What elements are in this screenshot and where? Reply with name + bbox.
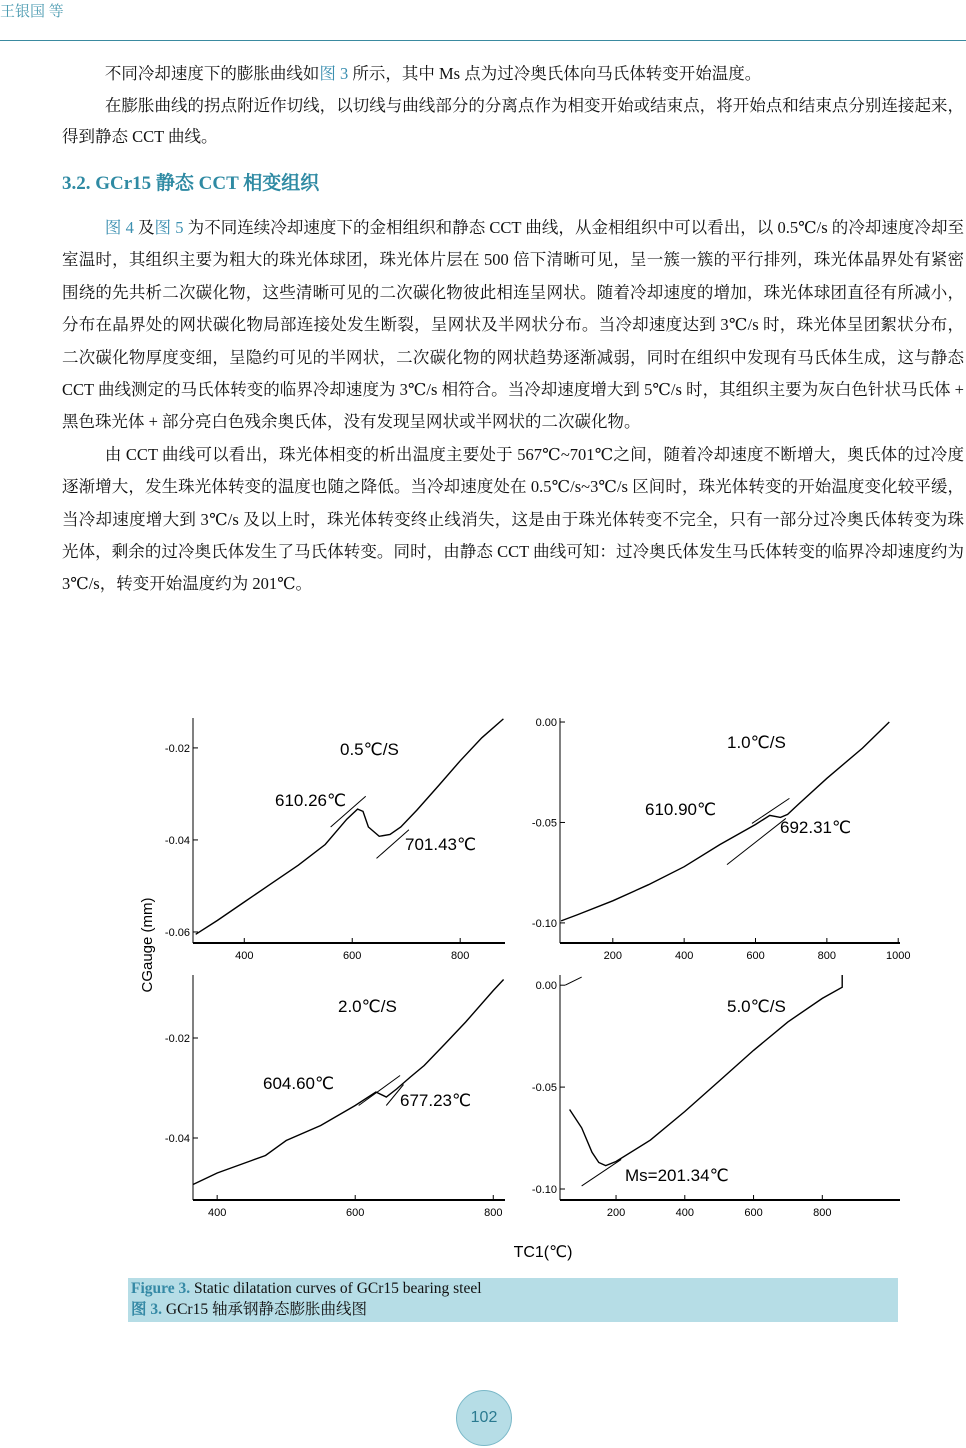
x-tick-label: 200 xyxy=(603,950,622,962)
panel-4 xyxy=(532,975,900,1219)
x-tick-label: 1000 xyxy=(885,950,911,962)
x-tick-label: 400 xyxy=(207,1207,227,1219)
panel-3 xyxy=(165,975,505,1219)
cooling-rate-label: 5.0℃/S xyxy=(727,997,786,1016)
figure-3-link[interactable]: 图 3 xyxy=(319,64,349,83)
running-header: 王银国 等 xyxy=(0,4,64,20)
x-tick-label: 600 xyxy=(746,950,765,962)
x-axis-label: TC1(℃) xyxy=(513,1244,573,1261)
x-tick-label: 600 xyxy=(744,1207,763,1219)
x-tick-label: 200 xyxy=(606,1207,626,1219)
x-tick-label: 600 xyxy=(343,950,362,962)
y-tick-label: -0.06 xyxy=(164,926,190,939)
y-tick-label: -0.05 xyxy=(531,817,557,830)
figure-5-link[interactable]: 图 5 xyxy=(154,218,184,237)
text: 及 xyxy=(133,218,155,237)
y-tick-label: 0.00 xyxy=(535,717,557,730)
caption-label-zh: 图 3. xyxy=(131,1301,163,1318)
page-number: 102 xyxy=(456,1390,512,1446)
y-tick-label: -0.04 xyxy=(164,1133,190,1145)
x-tick-label: 400 xyxy=(675,1207,694,1219)
y-tick-label: -0.04 xyxy=(164,834,190,847)
x-tick-label: 600 xyxy=(346,1207,365,1219)
text: 为不同连续冷却速度下的金相组织和静态 CCT 曲线，从金相组织中可以看出，以 0.5℃/s 的冷却速度冷却至室温时，其组织主要为粗大的珠光体球团，珠光体片层在 500 倍下清晰可见，呈一簇一簇的平行排列，珠光体晶界处有紧密围绕的先共析二次碳化物，这些清晰可见的二次碳化物彼此相连呈网状。随着冷却速度的增加，珠光体球团直径有所减小，分布在晶界处的网状碳化物局部连接处发生断裂，呈网状及半网状分布。当冷却速度达到 3℃/s 时，珠光体呈团絮状分布，二次碳化物厚度变细，呈隐约可见的半网状，二次碳化物的网状趋势逐渐减弱，同时在组织中发现有马氏体生成，这与静态 CCT 曲线测定的马氏体转变的临界冷却速度为 3℃/s 相符合。当冷却速度增大到 5℃/s 时，其组织主要为灰白色针状马氏体 + 黑色珠光体 + 部分亮白色残余奥氏体，没有发现呈网状或半网状的二次碳化物。 xyxy=(62,218,965,432)
paragraph-4: 由 CCT 曲线可以看出，珠光体相变的析出温度主要处于 567℃~701℃之间，随着冷却速度不断增大，奥氏体的过冷度逐渐增大，发生珠光体转变的温度也随之降低。当冷却速度处在 0.5℃/s~3℃/s 区间时，珠光体转变的开始温度变化较平缓，当冷却速度增大到 3℃/s 及以上时，珠光体转变终止线消失，这是由于珠光体转变不完全，只有一部分过冷奥氏体转变为珠光体，剩余的过冷奥氏体发生了马氏体转变。同时，由静态 CCT 曲线可知：过冷奥氏体发生马氏体转变的临界冷却速度约为 3℃/s，转变开始温度约为 201℃。 xyxy=(62,444,964,594)
text: 所示，其中 Ms 点为过冷奥氏体向马氏体转变开始温度。 xyxy=(348,64,762,83)
y-tick-label: -0.10 xyxy=(531,917,557,930)
cooling-rate-label: 1.0℃/S xyxy=(727,733,786,752)
tangent-line xyxy=(727,818,786,864)
caption-text-zh: GCr15 轴承钢静态膨胀曲线图 xyxy=(162,1301,367,1318)
y-tick-label: -0.02 xyxy=(164,742,190,755)
figure-4-link[interactable]: 图 4 xyxy=(104,218,134,237)
y-axis-label: CGauge (mm) xyxy=(139,897,156,993)
cooling-rate-label: 0.5℃/S xyxy=(340,740,399,759)
y-tick-label: -0.02 xyxy=(164,1033,190,1045)
caption-label-en: Figure 3. xyxy=(131,1280,191,1297)
y-tick-label: 0.00 xyxy=(535,980,557,993)
temperature-annotation: 692.31℃ xyxy=(780,818,852,837)
x-tick-label: 800 xyxy=(451,950,470,962)
temperature-annotation: 610.90℃ xyxy=(645,800,717,819)
y-tick-label: -0.05 xyxy=(531,1082,557,1095)
temperature-annotation: 701.43℃ xyxy=(405,835,477,854)
dilatation-curve xyxy=(570,975,843,1166)
x-tick-label: 800 xyxy=(813,1207,832,1219)
figure-caption xyxy=(128,1278,898,1322)
cooling-rate-label: 2.0℃/S xyxy=(338,997,397,1016)
temperature-annotation: 610.26℃ xyxy=(275,791,347,810)
temperature-annotation: 604.60℃ xyxy=(263,1074,335,1093)
temperature-annotation: 677.23℃ xyxy=(400,1091,472,1110)
x-tick-label: 400 xyxy=(235,950,254,962)
caption-text-en: Static dilatation curves of GCr15 bearing steel xyxy=(190,1280,482,1297)
section-heading: 3.2. GCr15 静态 CCT 相变组织 xyxy=(62,173,320,194)
text: 不同冷却速度下的膨胀曲线如 xyxy=(104,64,320,83)
panel-1 xyxy=(165,718,505,962)
x-tick-label: 800 xyxy=(817,950,837,962)
y-tick-label: -0.10 xyxy=(531,1183,557,1196)
temperature-annotation: Ms=201.34℃ xyxy=(625,1166,729,1185)
panel-2 xyxy=(532,717,911,962)
x-tick-label: 400 xyxy=(674,950,694,962)
tangent-line xyxy=(565,977,582,985)
paragraph-2: 在膨胀曲线的拐点附近作切线，以切线与曲线部分的分离点作为相变开始或结束点，将开始点和结束点分别连接起来，得到静态 CCT 曲线。 xyxy=(62,95,964,146)
x-tick-label: 800 xyxy=(484,1207,503,1219)
